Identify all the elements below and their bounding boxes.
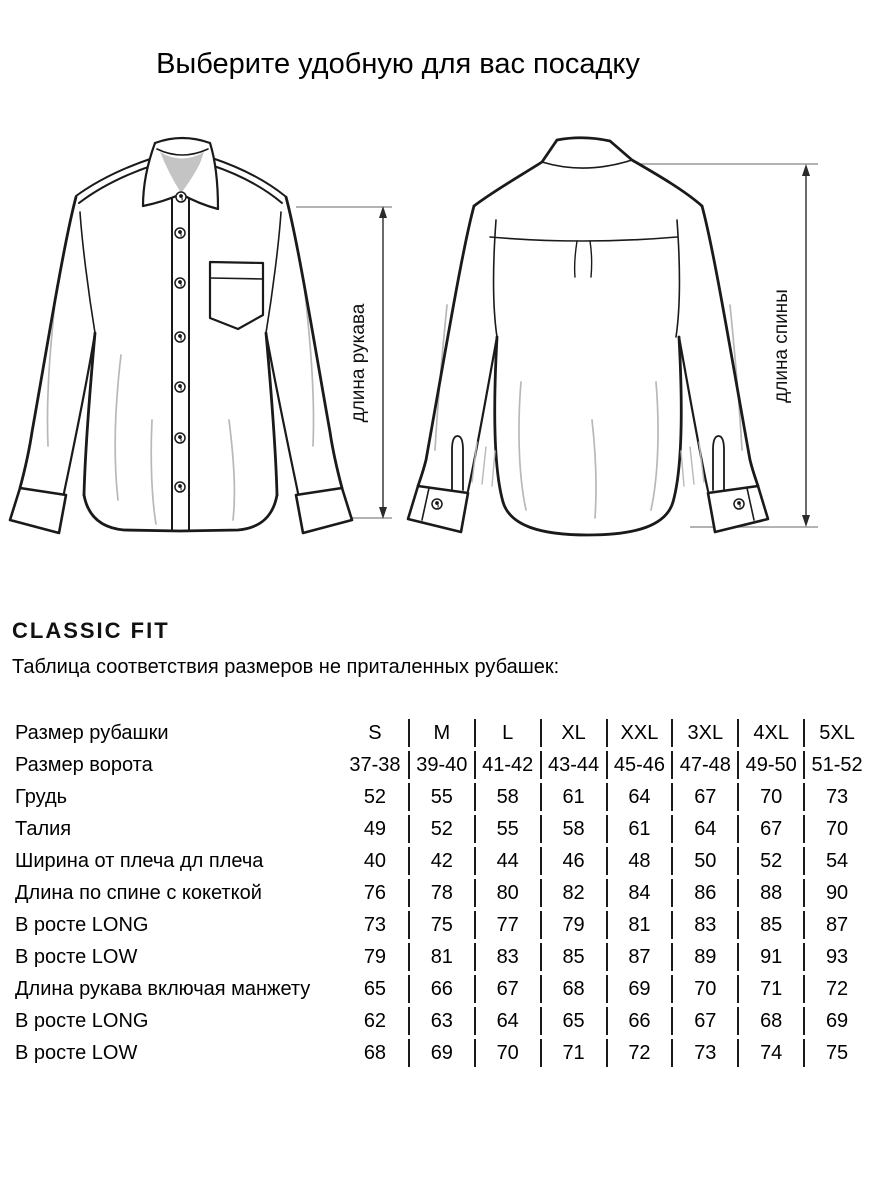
value-cell: 67 [474,975,540,1003]
row-label-cell: Грудь [15,785,68,808]
row-label-cell: Размер ворота [15,753,153,776]
shirt-front-drawing [10,138,352,533]
value-cell: 73 [671,1039,737,1067]
table-row [14,879,869,907]
row-label-cell: В росте LOW [15,945,138,968]
value-cell: 51-52 [803,751,869,779]
value-cell: 72 [803,975,869,1003]
table-row [14,1007,869,1035]
value-cell: 80 [474,879,540,907]
table-row [14,1039,869,1067]
table-row [14,719,869,747]
value-cell: 88 [737,879,803,907]
value-cell: XXL [606,719,672,747]
table-row [14,911,869,939]
value-cell: 93 [803,943,869,971]
value-cell: 49 [363,817,387,840]
value-cell: 64 [606,783,672,811]
value-cell: 64 [474,1007,540,1035]
value-cell: 84 [606,879,672,907]
row-label-cell: В росте LOW [15,1041,138,1064]
value-cell: 68 [363,1041,387,1064]
value-cell: 58 [540,815,606,843]
value-cell: 41-42 [474,751,540,779]
table-caption: Таблица соответствия размеров не приталенных рубашек: [12,656,560,678]
value-cell: 69 [606,975,672,1003]
value-cell: 82 [540,879,606,907]
value-cell: 73 [803,783,869,811]
value-cell: XL [540,719,606,747]
value-cell: 40 [363,849,387,872]
value-cell: 43-44 [540,751,606,779]
value-cell: 3XL [671,719,737,747]
value-cell: M [408,719,474,747]
size-table [14,715,869,1071]
table-row [14,975,869,1003]
value-cell: 70 [803,815,869,843]
table-row [14,847,869,875]
value-cell: 61 [540,783,606,811]
value-cell: 65 [540,1007,606,1035]
table-row [14,783,869,811]
value-cell: 68 [540,975,606,1003]
value-cell: 64 [671,815,737,843]
value-cell: 39-40 [408,751,474,779]
value-cell: 52 [363,785,387,808]
value-cell: 49-50 [737,751,803,779]
row-label-cell: Ширина от плеча дл плеча [15,849,264,872]
value-cell: 74 [737,1039,803,1067]
row-label-cell: В росте LONG [15,1009,149,1032]
shirt-diagram [0,120,881,580]
value-cell: 62 [363,1009,387,1032]
value-cell: 4XL [737,719,803,747]
value-cell: 81 [408,943,474,971]
value-cell: 89 [671,943,737,971]
value-cell: 67 [671,783,737,811]
value-cell: 85 [540,943,606,971]
value-cell: 87 [803,911,869,939]
value-cell: 61 [606,815,672,843]
value-cell: 71 [540,1039,606,1067]
chest-pocket [210,262,263,329]
back-length-label: длина спины [771,289,792,403]
value-cell: 70 [671,975,737,1003]
fit-heading: CLASSIC FIT [12,618,170,643]
value-cell: 81 [606,911,672,939]
row-label-cell: Длина по спине с кокеткой [15,881,262,904]
size-table-body [14,719,869,1067]
value-cell: 48 [606,847,672,875]
sleeve-length-label: длина рукава [348,303,369,423]
value-cell: 44 [474,847,540,875]
value-cell: 76 [363,881,387,904]
page-title: Выберите удобную для вас посадку [156,48,640,80]
value-cell: 66 [606,1007,672,1035]
value-cell: 63 [408,1007,474,1035]
value-cell: 67 [737,815,803,843]
value-cell: 83 [671,911,737,939]
value-cell: 70 [474,1039,540,1067]
value-cell: 54 [803,847,869,875]
row-label-cell: Размер рубашки [15,721,169,744]
value-cell: 68 [737,1007,803,1035]
value-cell: 78 [408,879,474,907]
value-cell: 50 [671,847,737,875]
table-row [14,943,869,971]
value-cell: S [368,721,382,744]
value-cell: 47-48 [671,751,737,779]
value-cell: 5XL [803,719,869,747]
value-cell: 52 [408,815,474,843]
value-cell: 83 [474,943,540,971]
table-row [14,815,869,843]
value-cell: 46 [540,847,606,875]
value-cell: 45-46 [606,751,672,779]
table-row [14,751,869,779]
value-cell: 55 [408,783,474,811]
value-cell: 72 [606,1039,672,1067]
value-cell: 69 [408,1039,474,1067]
value-cell: 65 [363,977,387,1000]
value-cell: 85 [737,911,803,939]
value-cell: 55 [474,815,540,843]
value-cell: 69 [803,1007,869,1035]
value-cell: 67 [671,1007,737,1035]
shirt-diagram-figure [0,120,881,580]
value-cell: 42 [408,847,474,875]
value-cell: 37-38 [349,753,401,776]
value-cell: 66 [408,975,474,1003]
value-cell: 70 [737,783,803,811]
value-cell: 52 [737,847,803,875]
value-cell: 75 [803,1039,869,1067]
shirt-back-drawing [408,138,768,535]
value-cell: 87 [606,943,672,971]
row-label-cell: Длина рукава включая манжету [15,977,311,1000]
value-cell: 79 [540,911,606,939]
value-cell: 73 [363,913,387,936]
value-cell: 75 [408,911,474,939]
value-cell: L [474,719,540,747]
row-label-cell: В росте LONG [15,913,149,936]
value-cell: 77 [474,911,540,939]
value-cell: 86 [671,879,737,907]
value-cell: 91 [737,943,803,971]
value-cell: 71 [737,975,803,1003]
value-cell: 79 [363,945,387,968]
value-cell: 58 [474,783,540,811]
row-label-cell: Талия [15,817,72,840]
value-cell: 90 [803,879,869,907]
